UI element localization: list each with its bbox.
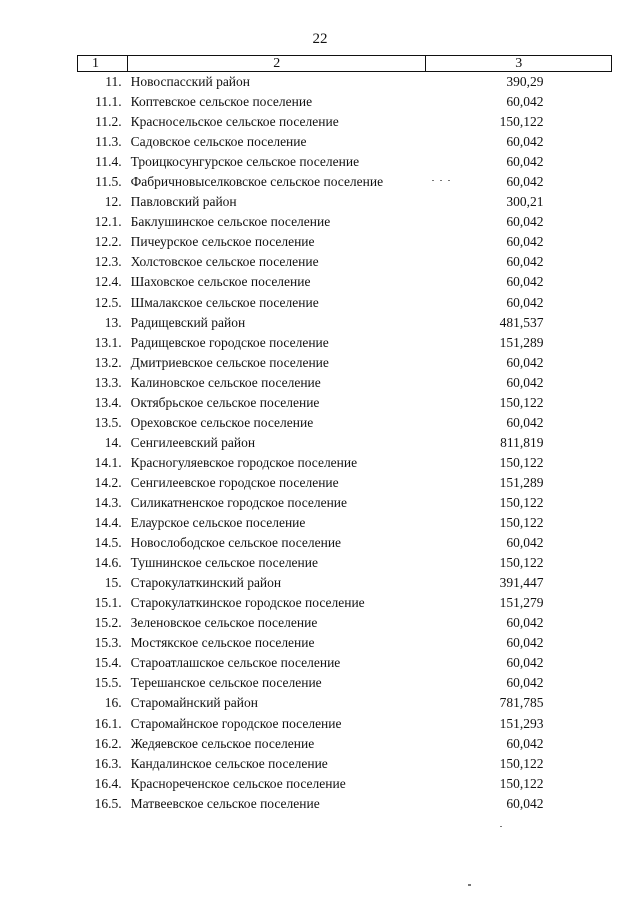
row-number: 12.4.: [94, 274, 122, 290]
table-row: [78, 734, 612, 754]
table-row: [78, 313, 612, 333]
row-name: Жедяевское сельское поселение: [130, 735, 315, 751]
row-value: 60,042: [506, 354, 544, 370]
row-number: 15.1.: [94, 595, 122, 611]
row-name: Красногуляевское городское поселение: [130, 454, 358, 470]
row-name: Кандалинское сельское поселение: [130, 755, 328, 771]
table-row: [78, 92, 612, 112]
table-header-row: [78, 56, 612, 72]
row-name: Шаховское сельское поселение: [130, 274, 311, 290]
row-name: Сенгилеевское городское поселение: [130, 474, 339, 490]
row-number: 11.5.: [95, 174, 122, 190]
row-name: Сенгилеевский район: [130, 434, 256, 450]
row-number: 13.1.: [94, 334, 122, 350]
row-name: Старокулаткинское городское поселение: [130, 595, 365, 611]
row-number: 15.5.: [94, 675, 122, 691]
row-value: 60,042: [506, 154, 544, 170]
row-value: 60,042: [506, 294, 544, 310]
row-value: 481,537: [499, 314, 544, 330]
table-row: [78, 72, 612, 93]
row-number: 11.4.: [95, 154, 122, 170]
table-row: [78, 794, 612, 814]
table-row: [78, 493, 612, 513]
data-table: [77, 55, 612, 814]
row-number: 14.3.: [94, 495, 122, 510]
row-name: Зеленовское сельское поселение: [130, 615, 318, 631]
row-value: 781,785: [499, 695, 544, 711]
row-name: Радищевское городское поселение: [130, 334, 329, 350]
table-row: [78, 232, 612, 252]
table-row: [78, 433, 612, 453]
row-number: 12.2.: [94, 234, 122, 250]
row-value: 391,447: [499, 575, 544, 591]
table-row: [78, 272, 612, 292]
row-number: 11.3.: [95, 134, 122, 150]
row-number: 13.5.: [94, 414, 122, 430]
table-row: [78, 172, 612, 192]
row-name: Новоспасский район: [130, 74, 251, 90]
row-value: 60,042: [506, 414, 544, 430]
row-number: 12.5.: [94, 294, 122, 310]
row-name: Старомайнский район: [130, 695, 258, 711]
row-number: 14.4.: [94, 515, 122, 531]
row-value: 151,289: [499, 334, 544, 350]
row-number: 14.1.: [94, 454, 122, 470]
row-name: Радищевский район: [130, 314, 246, 330]
row-number: 13.2.: [94, 354, 122, 370]
row-value: 60,042: [506, 214, 544, 230]
row-name: Мостякское сельское поселение: [130, 635, 315, 651]
row-name: Матвеевское сельское поселение: [130, 795, 320, 811]
row-number: 16.: [104, 695, 122, 711]
row-value: 300,21: [506, 194, 544, 210]
table-row: [78, 774, 612, 794]
row-name: Силикатненское городское поселение: [130, 495, 348, 510]
row-name: Павловский район: [130, 194, 237, 210]
scan-speck: [448, 180, 450, 181]
row-value: 60,042: [506, 374, 544, 390]
row-value: 151,293: [499, 715, 544, 731]
table-body: [78, 72, 612, 814]
scan-speck: [468, 884, 471, 886]
row-name: Коптевское сельское поселение: [130, 94, 313, 110]
table-row: [78, 413, 612, 433]
row-value: 60,042: [506, 615, 544, 631]
row-number: 16.5.: [94, 795, 122, 811]
row-number: 12.1.: [94, 214, 122, 230]
row-value: 150,122: [499, 555, 544, 571]
row-value: 150,122: [499, 454, 544, 470]
row-name: Терешанское сельское поселение: [130, 675, 322, 691]
row-number: 14.6.: [94, 555, 122, 571]
row-number: 16.2.: [94, 735, 122, 751]
row-name: Пичеурское сельское поселение: [130, 234, 315, 250]
row-name: Краснореченское сельское поселение: [130, 775, 346, 791]
row-name: Ореховское сельское поселение: [130, 414, 314, 430]
row-value: 60,042: [506, 274, 544, 290]
row-value: 150,122: [499, 394, 544, 410]
row-number: 14.: [104, 434, 122, 450]
table-row: [78, 673, 612, 693]
row-value: 811,819: [500, 434, 544, 450]
table-row: [78, 573, 612, 593]
row-value: 390,29: [506, 74, 544, 90]
row-number: 15.2.: [94, 615, 122, 631]
table-row: [78, 293, 612, 313]
row-number: 15.: [104, 575, 122, 591]
row-value: 60,042: [506, 795, 544, 811]
row-number: 16.1.: [94, 715, 122, 731]
table-row: [78, 112, 612, 132]
table-row: [78, 653, 612, 673]
row-value: 60,042: [506, 735, 544, 751]
row-name: Староатлашское сельское поселение: [130, 655, 341, 671]
row-number: 16.4.: [94, 775, 122, 791]
table-row: [78, 593, 612, 613]
table-row: [78, 754, 612, 774]
row-value: 60,042: [506, 234, 544, 250]
row-name: Елаурское сельское поселение: [130, 515, 306, 531]
row-value: 151,289: [499, 474, 544, 490]
table-row: [78, 212, 612, 232]
table-row: [78, 613, 612, 633]
table-row: [78, 453, 612, 473]
table-row: [78, 152, 612, 172]
row-value: 150,122: [499, 775, 544, 791]
row-number: 15.3.: [94, 635, 122, 651]
row-name: Фабричновыселковское сельское поселение: [130, 174, 384, 190]
row-number: 13.: [104, 314, 122, 330]
scan-speck: [432, 180, 434, 181]
row-number: 13.4.: [94, 394, 122, 410]
row-value: 150,122: [499, 495, 544, 510]
row-name: Старокулаткинский район: [130, 575, 282, 591]
table-row: [78, 714, 612, 734]
row-number: 12.: [104, 194, 122, 210]
row-value: 60,042: [506, 94, 544, 110]
row-value: 60,042: [506, 535, 544, 551]
row-name: Шмалакское сельское поселение: [130, 294, 319, 310]
table-row: [78, 393, 612, 413]
row-number: 11.: [105, 74, 122, 90]
table-row: [78, 473, 612, 493]
row-name: Старомайнское городское поселение: [130, 715, 342, 731]
row-value: 60,042: [506, 174, 544, 190]
row-value: 60,042: [506, 675, 544, 691]
row-number: 15.4.: [94, 655, 122, 671]
table-row: [78, 192, 612, 212]
row-value: 150,122: [499, 755, 544, 771]
page-number: 22: [312, 31, 328, 47]
row-name: Новослободское сельское поселение: [130, 535, 342, 551]
row-number: 13.3.: [94, 374, 122, 390]
row-name: Холстовское сельское поселение: [130, 254, 319, 270]
table-row: [78, 633, 612, 653]
row-number: 14.5.: [94, 535, 122, 551]
column-header-3: 3: [426, 56, 612, 72]
table-row: [78, 252, 612, 272]
row-name: Октябрьское сельское поселение: [130, 394, 320, 410]
scan-speck: [500, 826, 502, 827]
row-number: 11.1.: [95, 94, 122, 110]
row-value: 60,042: [506, 254, 544, 270]
row-number: 12.3.: [94, 254, 122, 270]
row-value: 60,042: [506, 635, 544, 651]
table-row: [78, 373, 612, 393]
row-name: Троицкосунгурское сельское поселение: [130, 154, 360, 170]
table-row: [78, 693, 612, 713]
row-number: 14.2.: [94, 474, 122, 490]
column-header-2: 2: [128, 56, 426, 72]
row-number: 16.3.: [94, 755, 122, 771]
row-name: Тушнинское сельское поселение: [130, 555, 318, 571]
table-row: [78, 353, 612, 373]
table-row: [78, 132, 612, 152]
row-value: 151,279: [499, 595, 544, 611]
table-row: [78, 513, 612, 533]
row-name: Баклушинское сельское поселение: [130, 214, 331, 230]
table-row: [78, 333, 612, 353]
table-row: [78, 553, 612, 573]
row-value: 150,122: [499, 515, 544, 531]
row-name: Дмитриевское сельское поселение: [130, 354, 329, 370]
row-value: 60,042: [506, 134, 544, 150]
row-name: Садовское сельское поселение: [130, 134, 307, 150]
scan-speck: [440, 180, 442, 181]
row-value: 150,122: [499, 114, 544, 130]
row-value: 60,042: [506, 655, 544, 671]
row-name: Калиновское сельское поселение: [130, 374, 321, 390]
row-name: Красносельское сельское поселение: [130, 114, 339, 130]
column-header-1: 1: [78, 56, 128, 72]
table-row: [78, 533, 612, 553]
row-number: 11.2.: [95, 114, 122, 130]
